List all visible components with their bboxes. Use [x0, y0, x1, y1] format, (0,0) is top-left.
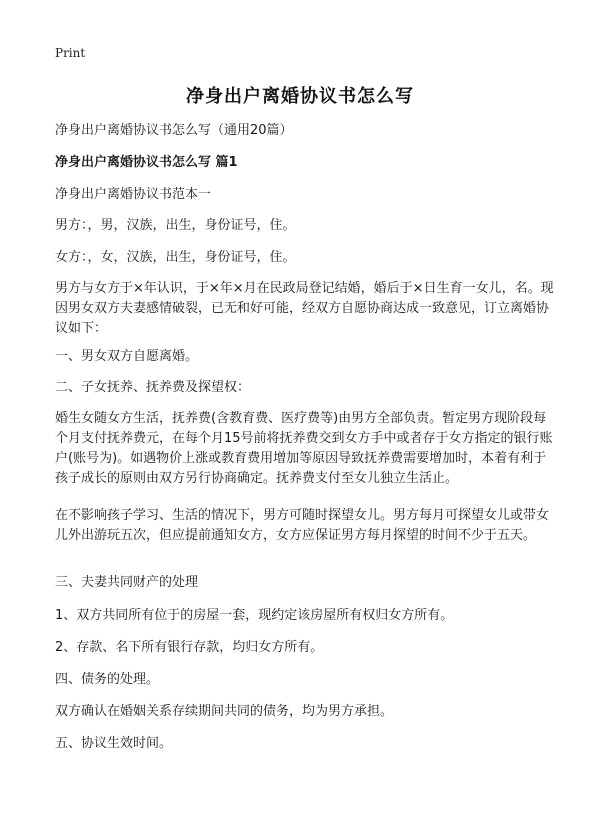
print-label: Print	[55, 46, 86, 60]
clause-2-heading: 二、子女抚养、抚养费及探望权：	[55, 380, 251, 395]
preamble-paragraph: 男方与女方于×年认识，于×年×月在民政局登记结婚，婚后于×日生育一女儿，名。现因男女双方夫妻感情破裂，已无和好可能，经双方自愿协商达成一致意见，订立离婚协议如下：	[55, 281, 554, 336]
clause-4-detail: 双方确认在婚姻关系存续期间共同的债务，均为男方承担。	[55, 704, 394, 719]
female-party-line: 女方：，女，汉族，出生，身份证号，住。	[55, 250, 296, 265]
intro-line: 净身出户离婚协议书怎么写（通用20篇）	[55, 123, 293, 138]
clause-3-heading: 三、夫妻共同财产的处理	[55, 575, 199, 590]
clause-2-support-paragraph: 婚生女随女方生活，抚养费(含教育费、医疗费等)由男方全部负责。暂定男方现阶段每个月支付抚养费元，在每个月15号前将抚养费交到女方手中或者存于女方指定的银行账户(账号为)。如遇物价上涨或教育费用增加等原因导致抚养费需要增加时，本着有利于孩子成长的原则由双方另行协商确定。抚养费支付至女儿独立生活止。	[55, 411, 553, 486]
clause-1: 一、男女双方自愿离婚。	[55, 349, 199, 364]
clause-3-item-1: 1、双方共同所有位于的房屋一套，现约定该房屋所有权归女方所有。	[55, 608, 454, 623]
sample-title: 净身出户离婚协议书范本一	[55, 187, 212, 202]
male-party-line: 男方：，男，汉族，出生，身份证号，住。	[55, 218, 296, 233]
clause-3-item-2: 2、存款、名下所有银行存款，均归女方所有。	[55, 640, 324, 655]
document-title: 净身出户离婚协议书怎么写	[186, 86, 414, 107]
clause-5-heading: 五、协议生效时间。	[55, 736, 173, 751]
clause-4-heading: 四、债务的处理。	[55, 672, 160, 687]
section-heading: 净身出户离婚协议书怎么写 篇1	[55, 155, 238, 170]
clause-2-visitation-paragraph: 在不影响孩子学习、生活的情况下，男方可随时探望女儿。男方每月可探望女儿或带女儿外出游玩五次，但应提前通知女方，女方应保证男方每月探望的时间不少于五天。	[55, 508, 550, 543]
